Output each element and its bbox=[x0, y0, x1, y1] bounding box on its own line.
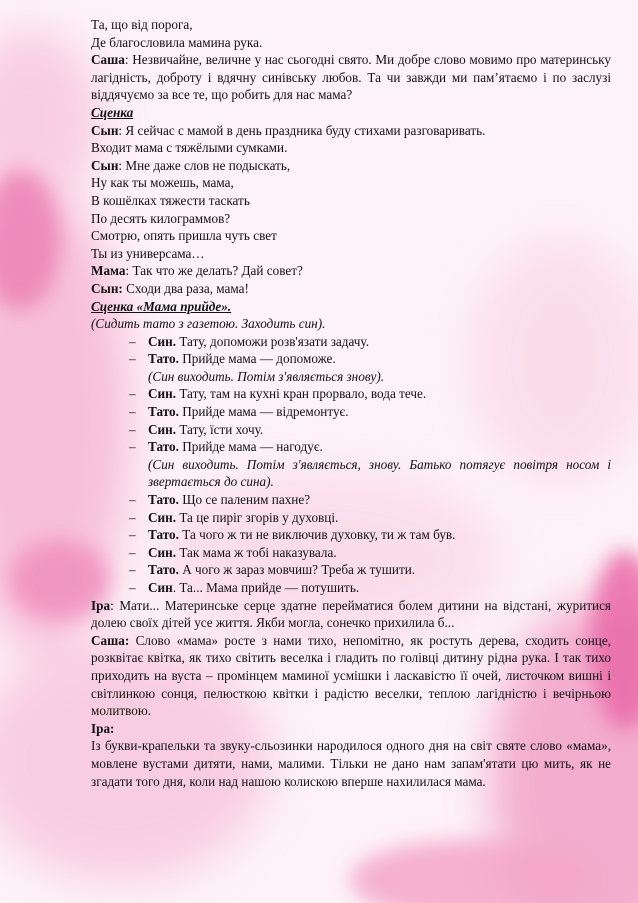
speaker-name: Син. bbox=[148, 333, 177, 349]
poem-line: Смотрю, опять пришла чуть свет bbox=[91, 228, 277, 244]
dialogue-row bbox=[91, 350, 611, 368]
speaker-name: Сын: bbox=[91, 280, 123, 296]
speaker-name: Сын bbox=[91, 157, 119, 173]
speaker-name: Син. bbox=[148, 544, 177, 560]
paragraph-text: : Незвичайне, величне у нас сьогодні свято. Ми добре слово мовимо про материнську лагідність, доброту і вдячну синівську любов. Та чи завжди ми пам’ятаємо і по заслузі віддячуємо за все те, що робить для нас мама? bbox=[91, 52, 611, 103]
dialogue-text: Та це пиріг згорів у духовці. bbox=[176, 509, 339, 525]
dialogue-row bbox=[91, 579, 611, 597]
speaker-name: Іра bbox=[91, 597, 111, 613]
dialogue-row bbox=[91, 438, 611, 456]
dash-bullet: – bbox=[129, 404, 136, 420]
speaker-name: Син. bbox=[148, 386, 177, 402]
speaker-name: Тато. bbox=[148, 351, 179, 367]
speaker-name: Син. bbox=[148, 509, 177, 525]
dialogue-text: Тату, допоможи розв'язати задачу. bbox=[176, 333, 370, 349]
speaker-name: Син bbox=[148, 580, 173, 595]
dialogue-text: Прийде мама — відремонтує. bbox=[178, 404, 349, 420]
dialogue-line bbox=[91, 122, 611, 140]
scene-title: Сценка «Мама прийде». bbox=[91, 298, 232, 314]
stage-remark: (Син виходить. Потім з'являється, знову. Батько потягує повітря носом і звертається до сина). bbox=[148, 456, 611, 490]
dash-bullet: – bbox=[129, 527, 136, 543]
dialogue-text: Прийде мама — допоможе. bbox=[178, 351, 336, 367]
dash-bullet: – bbox=[129, 421, 136, 437]
stage-direction: Входит мама с тяжёлыми сумками. bbox=[91, 140, 288, 156]
dialogue-line bbox=[91, 262, 611, 280]
paragraph-sasha-1 bbox=[91, 51, 611, 104]
paragraph-ira-1 bbox=[91, 597, 611, 632]
dialogue-text: Тату, їсти хочу. bbox=[176, 421, 264, 437]
dialogue-row bbox=[91, 561, 611, 579]
dialogue-text: : Мне даже слов не подыскать, bbox=[118, 157, 291, 173]
poem-line: Та, що від порога, bbox=[91, 17, 193, 32]
dialogue-text: : Я сейчас с мамой в день праздника буду стихами разговаривать. bbox=[118, 122, 486, 138]
speaker-name: Іра: bbox=[91, 720, 115, 736]
dialogue-line bbox=[91, 157, 611, 175]
document-body bbox=[91, 16, 611, 790]
dialogue-text: Що се паленим пахне? bbox=[178, 492, 311, 508]
scene-title: Сценка bbox=[91, 104, 134, 120]
dialogue-text: Сходи два раза, мама! bbox=[122, 280, 249, 296]
stage-remark: (Син виходить. Потім з'являється знову). bbox=[148, 368, 385, 384]
speaker-name: Мама bbox=[91, 263, 126, 279]
dialogue-text: Прийде мама — нагодує. bbox=[178, 439, 323, 455]
dash-bullet: – bbox=[129, 509, 136, 525]
dialogue-row bbox=[91, 403, 611, 421]
dialogue-text: Та чого ж ти не виключив духовку, ти ж там був. bbox=[178, 527, 456, 543]
speaker-name: Тато. bbox=[148, 562, 179, 578]
dialogue-text: . Та... Мама прийде — потушить. bbox=[172, 580, 360, 595]
dash-bullet: – bbox=[129, 386, 136, 402]
speaker-name: Саша bbox=[91, 52, 125, 68]
speaker-name: Син. bbox=[148, 421, 177, 437]
poem-line: В кошёлках тяжести таскать bbox=[91, 192, 250, 208]
dialogue-row bbox=[91, 544, 611, 562]
speaker-name: Тато. bbox=[148, 439, 179, 455]
stage-direction: (Сидить тато з газетою. Заходить син). bbox=[91, 316, 326, 332]
dialogue-text: Тату, там на кухні кран прорвало, вода тече. bbox=[176, 386, 427, 402]
dash-bullet: – bbox=[129, 580, 136, 595]
speaker-name: Тато. bbox=[148, 527, 179, 543]
paragraph-sasha-2 bbox=[91, 632, 611, 720]
dash-bullet: – bbox=[129, 439, 136, 455]
dialogue-text: Так мама ж тобі наказувала. bbox=[176, 544, 337, 560]
dialogue-text: А чого ж зараз мовчиш? Треба ж тушити. bbox=[178, 562, 416, 578]
dialogue-row bbox=[91, 333, 611, 351]
speaker-name: Тато. bbox=[148, 404, 179, 420]
paragraph-text: : Мати... Материнське серце здатне перейматися болем дитини на відстані, журитися долею своїх дітей усе життя. Якби могла, сонечко прихилила б... bbox=[91, 597, 611, 631]
speaker-name: Тато. bbox=[148, 492, 179, 508]
dash-bullet: – bbox=[129, 562, 136, 578]
poem-line: Ты из универсама… bbox=[91, 245, 205, 261]
dash-bullet: – bbox=[129, 544, 136, 560]
dialogue-row bbox=[91, 509, 611, 527]
dialogue-text: : Так что же делать? Дай совет? bbox=[125, 263, 303, 279]
paragraph-text: Слово «мама» росте з нами тихо, непомітно, як ростуть дерева, сходить сонце, розквітає квітка, як тихо світить веселка і гладить по голівці дитину рідна рука. І так тихо приходить на вуста – промінцем маминої усмішки і ласкавістю її очей, листочком вишні і світлинкою сонця, пелюсткою квітки і радістю веселки, теплою лагідністю і вечірньою молитвою. bbox=[91, 632, 611, 719]
speaker-name: Саша: bbox=[91, 632, 130, 648]
dialogue-row bbox=[91, 526, 611, 544]
dialogue-row bbox=[91, 385, 611, 403]
speaker-name: Сын bbox=[91, 122, 119, 138]
dash-bullet: – bbox=[129, 492, 136, 508]
poem-line: По десять килограммов? bbox=[91, 210, 231, 226]
dialogue-line bbox=[91, 280, 611, 298]
dash-bullet: – bbox=[129, 333, 136, 349]
paragraph-ira-2: Із букви-крапельки та звуку-сльозинки народилося одного дня на світ святе слово «мама», мовлене вустами дитяти, нами, малими. Тільки не дано нам запам'ятати цю мить, як не згадати того дня, коли над нашою колискою вперше нахилилася мама. bbox=[91, 738, 611, 789]
dialogue-row bbox=[91, 421, 611, 439]
dash-bullet: – bbox=[129, 351, 136, 367]
poem-line: Де благословила мамина рука. bbox=[91, 34, 263, 50]
dialogue-row bbox=[91, 491, 611, 509]
poem-line: Ну как ты можешь, мама, bbox=[91, 175, 234, 191]
